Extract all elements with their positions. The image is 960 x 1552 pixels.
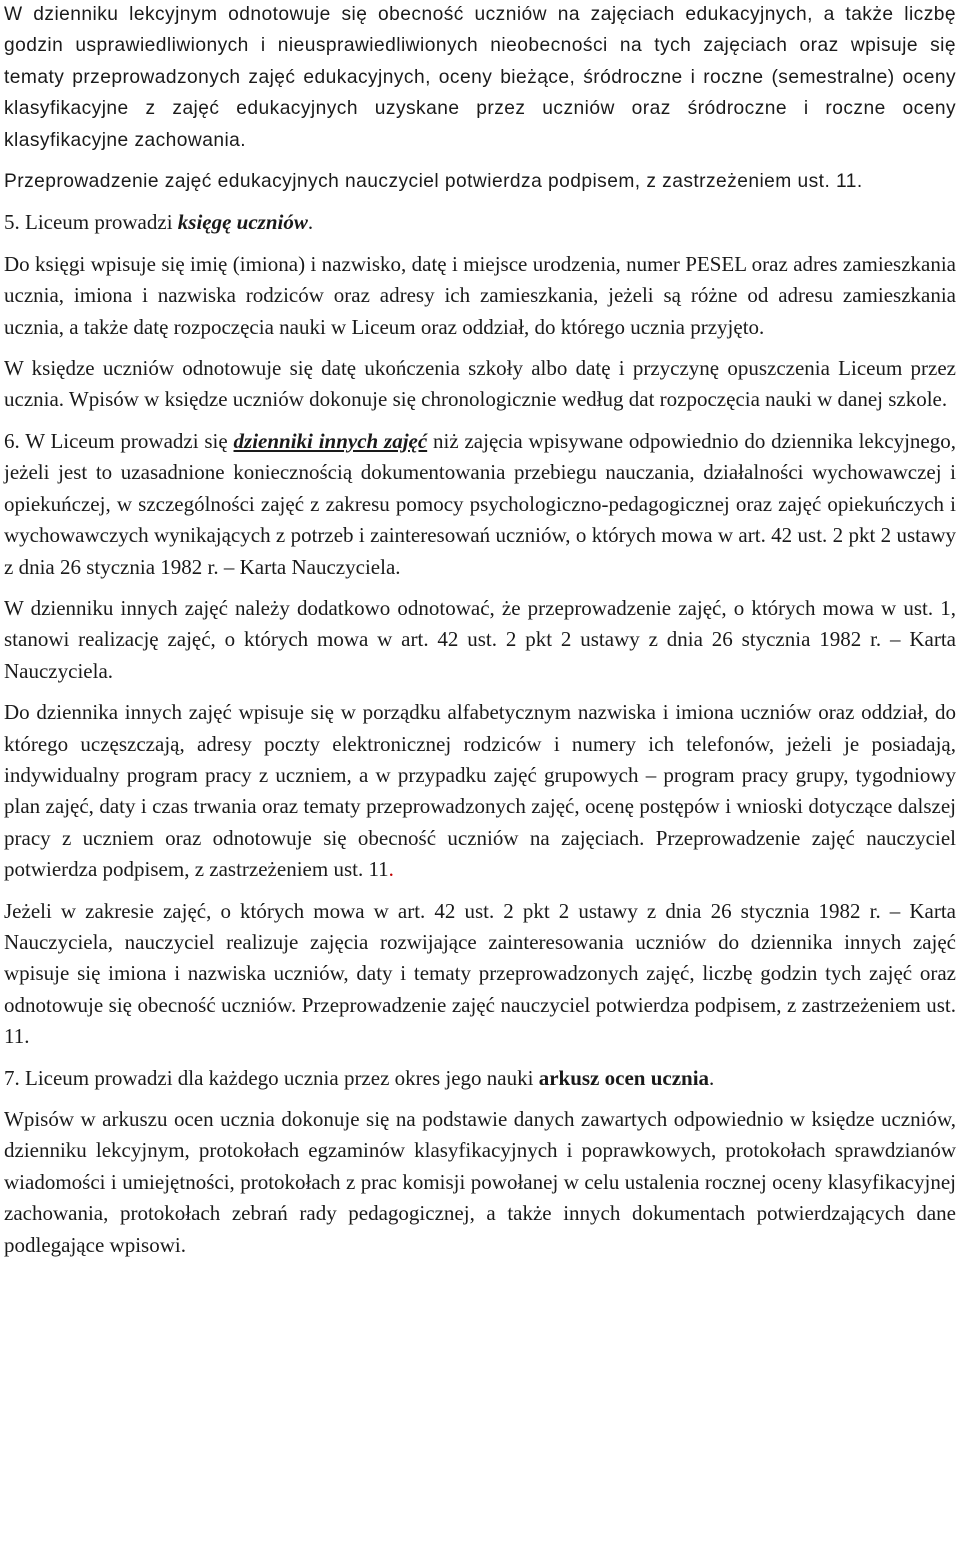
paragraph-zajecia-rozwijajace <box>4 896 956 1053</box>
paragraph-text: 6. W Liceum prowadzi się <box>4 428 234 453</box>
red-period-mark: . <box>388 857 394 882</box>
paragraph-text: . <box>307 210 314 235</box>
paragraph-dziennik-innych-contents <box>4 697 956 885</box>
section-6-dzienniki-innych-zajec <box>4 426 956 583</box>
paragraph-dziennik-innych-note <box>4 593 956 687</box>
paragraph-text: Wpisów w arkuszu ocen ucznia dokonuje się na podstawie danych zawartych odpowiednio w księdze uczniów, dzienniku lekcyjnym, protokołach egzaminów klasyfikacyjnych i poprawkowych, protokołach sprawdzianów wiadomości i umiejętności, protokołach z prac komisji powołanej w celu ustalenia rocznej oceny klasyfikacyjnej zachowania, protokołach zebrań rady pedagogicznej, a także innych dokumentach potwierdzających dane podlegające wpisowi. <box>4 1107 956 1257</box>
paragraph-ksiega-contents <box>4 249 956 343</box>
section-5-heading <box>4 207 956 238</box>
paragraph-text: Jeżeli w zakresie zajęć, o których mowa w art. 42 ust. 2 pkt 2 ustawy z dnia 26 stycznia 1982 r. – Karta Nauczyciela, nauczyciel realizuje zajęcia rozwijające zainteresowania uczniów do dziennika innych zajęć wpisuje się imiona i nazwiska uczniów, daty i tematy przeprowadzonych zajęć, liczbę godzin tych zajęć oraz odnotowuje się obecność uczniów. Przeprowadzenie zajęć nauczyciel potwierdza podpisem, z zastrzeżeniem ust. 11. <box>4 898 956 1049</box>
paragraph-text: W dzienniku lekcyjnym odnotowuje się obecność uczniów na zajęciach edukacyjnych, a także liczbę godzin usprawiedliwionych i nieusprawiedliwionych nieobecności na tych zajęciach oraz wpisuje się tematy przeprowadzonych zajęć edukacyjnych, oceny bieżące, śródroczne i roczne (semestralne) oceny klasyfikacyjne z zajęć edukacyjnych uzyskane przez uczniów oraz śródroczne i roczne oceny klasyfikacyjne zachowania. <box>4 4 956 151</box>
emphasis-arkusz-ocen-ucznia: arkusz ocen ucznia <box>538 1065 710 1090</box>
emphasis-ksiega-uczniow: księgę uczniów <box>177 210 308 235</box>
paragraph-ksiega-completion <box>4 353 956 416</box>
paragraph-text: 7. Liceum prowadzi dla każdego ucznia przez okres jego nauki <box>4 1065 539 1090</box>
paragraph-text: Do dziennika innych zajęć wpisuje się w porządku alfabetycznym nazwiska i imiona uczniów oraz oddział, do którego uczęszczają, adresy poczty elektronicznej rodziców i numery ich telefonów, jeżeli je posiadają, indywidualny program pracy z uczniem, a w przypadku zajęć grupowych – program pracy grupy, tygodniowy plan zajęć, daty i czas trwania oraz tematy przeprowadzonych zajęć, ocenę postępów i wnioski dotyczące dalszej pracy z uczniem oraz odnotowuje się obecność uczniów na zajęciach. Przeprowadzenie zajęć nauczyciel potwierdza podpisem, z zastrzeżeniem ust. 11 <box>4 700 956 882</box>
paragraph-text: niż zajęcia wpisywane odpowiednio do dziennika lekcyjnego, jeżeli jest to uzasadnione koniecznością dokumentowania przebiegu nauczania, działalności wychowawczej i opiekuńczej, w szczególności zajęć z zakresu pomocy psychologiczno-pedagogicznej oraz zajęć opiekuńczych i wychowawczych wynikających z potrzeb i zainteresowań uczniów, o których mowa w art. 42 ust. 2 pkt 2 ustawy z dnia 26 stycznia 1982 r. – Karta Nauczyciela. <box>4 428 956 579</box>
paragraph-signature-confirmation <box>4 166 956 197</box>
emphasis-dzienniki-innych-zajec: dzienniki innych zajęć <box>233 428 428 453</box>
paragraph-text: . <box>709 1065 715 1090</box>
paragraph-text: Do księgi wpisuje się imię (imiona) i nazwisko, datę i miejsce urodzenia, numer PESEL oraz adres zamieszkania ucznia, imiona i nazwiska rodziców oraz adresy ich zamieszkania, jeżeli są różne od adresu zamieszkania ucznia, a także datę rozpoczęcia nauki w Liceum oraz oddział, do którego ucznia przyjęto. <box>4 251 956 339</box>
section-7-arkusz-ocen <box>4 1063 956 1094</box>
paragraph-text: Przeprowadzenie zajęć edukacyjnych nauczyciel potwierdza podpisem, z zastrzeżeniem ust. 11. <box>4 171 863 193</box>
paragraph-text: W dzienniku innych zajęć należy dodatkowo odnotować, że przeprowadzenie zajęć, o których mowa w ust. 1, stanowi realizację zajęć, o których mowa w art. 42 ust. 2 pkt 2 ustawy z dnia 26 stycznia 1982 r. – Karta Nauczyciela. <box>4 595 956 683</box>
paragraph-text: W księdze uczniów odnotowuje się datę ukończenia szkoły albo datę i przyczynę opuszczenia Liceum przez ucznia. Wpisów w księdze uczniów dokonuje się chronologicznie według dat rozpoczęcia nauki w danej szkole. <box>4 356 956 412</box>
paragraph-diary-entries <box>4 0 956 156</box>
paragraph-arkusz-entries <box>4 1104 956 1261</box>
paragraph-text: 5. Liceum prowadzi <box>4 210 178 235</box>
